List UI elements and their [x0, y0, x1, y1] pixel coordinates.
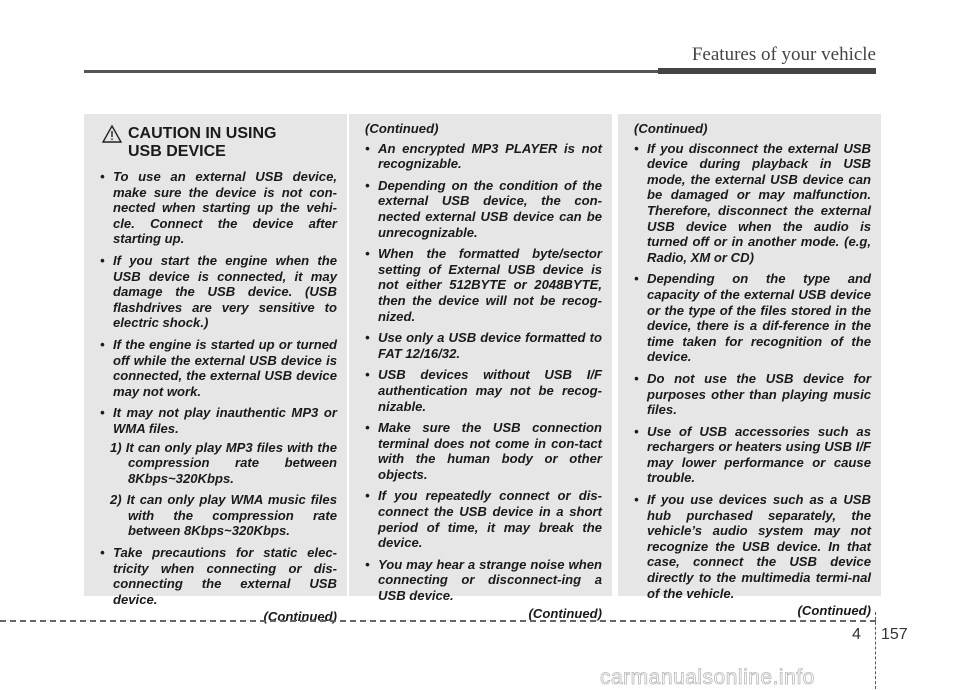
caution-list-3	[634, 141, 871, 602]
list-item: • An encrypted MP3 PLAYER is not recognizable.	[365, 140, 602, 172]
page-header-title: Features of your vehicle	[691, 44, 876, 65]
list-item: • Take precautions for static elec-tricity when connecting or dis-connecting the external USB device.	[100, 545, 337, 607]
list-item: • Depending on the type and capacity of the external USB device or the type of the files stored in the device, there is a dif-ference in the time taken for recognition of the device.	[634, 271, 871, 365]
caution-box-column-3	[618, 114, 881, 619]
header-rule-accent	[658, 68, 876, 74]
continued-label: (Continued)	[528, 605, 602, 621]
caution-list-2	[365, 141, 602, 604]
continued-label: (Continued)	[634, 121, 708, 136]
continued-label: (Continued)	[365, 121, 439, 136]
caution-heading	[102, 125, 337, 161]
list-item: • It may not play inauthentic MP3 or WMA files.	[100, 405, 337, 436]
page-number: 157	[881, 626, 908, 643]
caution-box-column-2	[349, 114, 612, 621]
list-item: • USB devices without USB I/F authentication may not be recog-nizable.	[365, 367, 602, 414]
caution-box-column-1	[84, 114, 347, 625]
sub-item: 2) It can only play WMA music files with the compression rate between 8Kbps~320Kbps.	[110, 492, 337, 539]
warning-triangle-icon	[102, 125, 122, 143]
list-item: • If you repeatedly connect or dis-connect the USB device in a short period of time, it may break the device.	[365, 488, 602, 551]
list-item: • When the formatted byte/sector setting of External USB device is not either 512BYTE or 2048BYTE, then the device will not be recog-nized.	[365, 246, 602, 324]
watermark: carmanualsonline.info	[600, 666, 815, 689]
list-item: • To use an external USB device, make sure the device is not con-nected when starting up the vehi-cle. Connect the device after starting up.	[100, 169, 337, 247]
continued-label: (Continued)	[797, 603, 871, 619]
list-item: • Use only a USB device formatted to FAT 12/16/32.	[365, 330, 602, 361]
footer-divider	[875, 612, 876, 689]
caution-title-line-1: CAUTION IN USING	[128, 125, 277, 142]
list-item: • If you disconnect the external USB device during playback in USB mode, the external USB device can be damaged or may malfunction. Therefore, disconnect the external USB device when the audio is turned off or in another mode. (e.g, Radio, XM or CD)	[634, 140, 871, 265]
sub-item: 1) It can only play MP3 files with the compression rate between 8Kbps~320Kbps.	[110, 439, 337, 486]
list-item: • If you use devices such as a USB hub purchased separately, the vehicle’s audio system may not recognize the USB device. In that case, connect the USB device directly to the multimedia termi-nal of the vehicle.	[634, 492, 871, 601]
caution-list-1	[100, 169, 337, 437]
list-item: • Do not use the USB device for purposes other than playing music files.	[634, 370, 871, 418]
continued-label: (Continued)	[263, 609, 337, 625]
list-item: • Make sure the USB connection terminal does not come in con-tact with the human body or other objects.	[365, 420, 602, 482]
footer-rule	[0, 620, 876, 622]
list-item: • You may hear a strange noise when connecting or disconnect-ing a USB device.	[365, 556, 602, 604]
list-item: • Depending on the condition of the external USB device, the con-nected external USB device can be unrecognizable.	[365, 177, 602, 240]
caution-title-line-2: USB DEVICE	[128, 143, 226, 160]
list-item: • If the engine is started up or turned off while the external USB device is connected, the external USB device may not work.	[100, 336, 337, 399]
caution-list-1b	[100, 545, 337, 607]
list-item: • If you start the engine when the USB device is connected, it may damage the USB device. (USB flashdrives are very sensitive to electric shock.)	[100, 252, 337, 331]
chapter-number: 4	[852, 626, 861, 643]
list-item: • Use of USB accessories such as rechargers or heaters using USB I/F may lower performance or cause trouble.	[634, 423, 871, 486]
